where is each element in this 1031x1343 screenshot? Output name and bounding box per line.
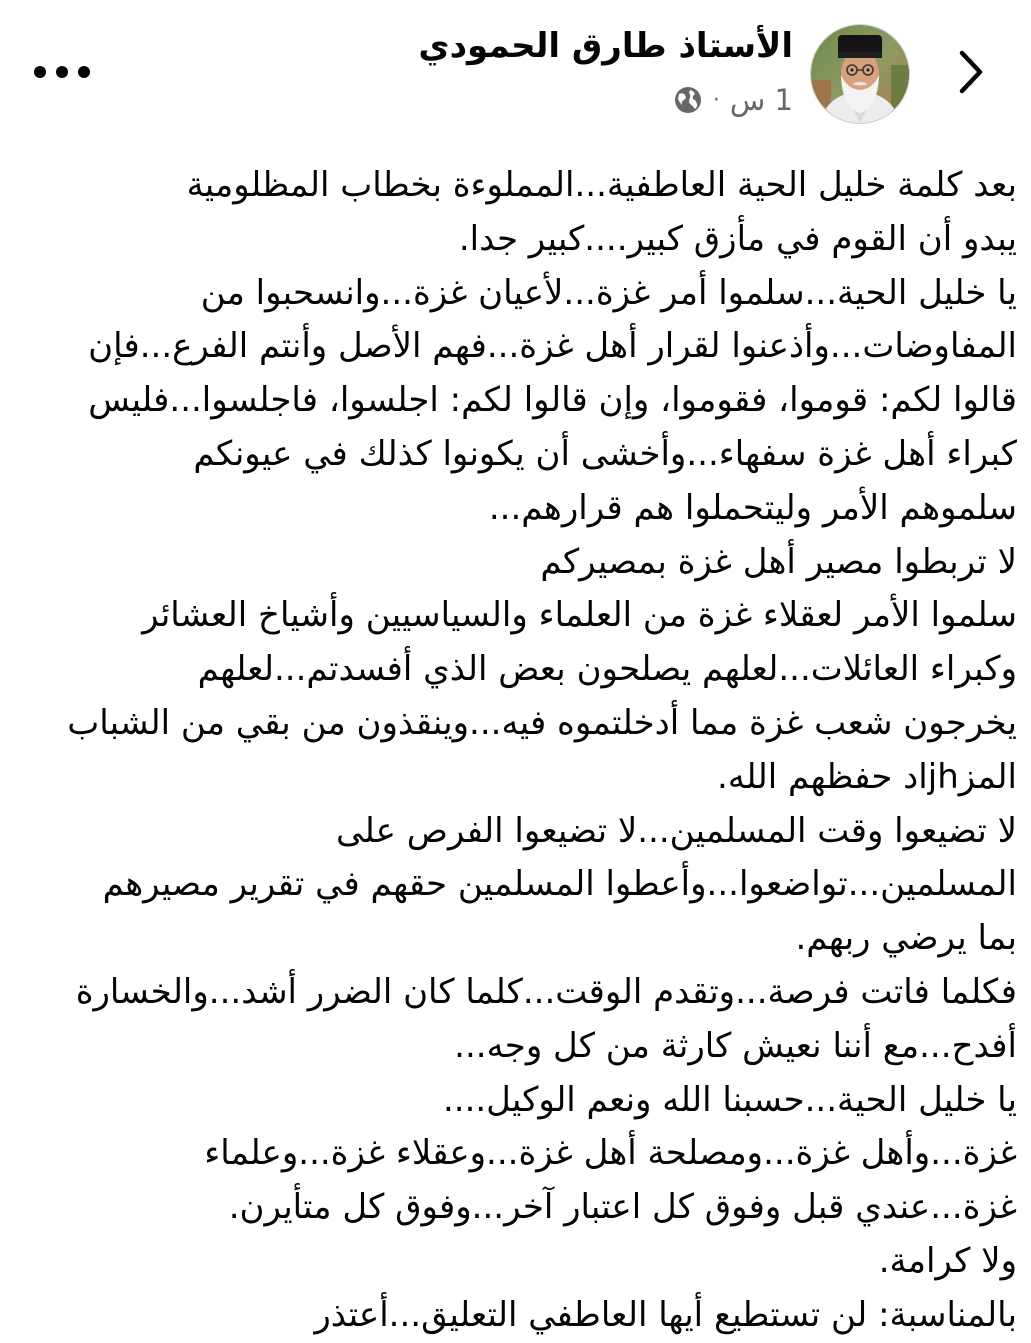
chevron-right-icon <box>956 49 986 95</box>
post-timestamp[interactable]: 1 س <box>729 83 793 117</box>
post-text-line: غزة...عندي قبل وفوق كل اعتبار آخر...وفوق كل متأيرن. <box>228 1187 1017 1228</box>
post-text-line: المسلمين...تواضعوا...وأعطوا المسلمين حقهم في تقرير مصيرهم <box>102 864 1017 905</box>
meta-separator: · <box>712 87 720 113</box>
post-text-line: لا تربطوا مصير أهل غزة بمصيركم <box>540 541 1017 582</box>
post-text-line: وكبراء العائلات...لعلهم يصلحون بعض الذي أفسدتم...لعلهم <box>197 649 1017 690</box>
post-text-line: يا خليل الحية...سلموا أمر غزة...لأعيان غزة...وانسحبوا من <box>200 272 1017 313</box>
author-avatar[interactable] <box>810 24 910 124</box>
post-text <box>14 159 1017 1343</box>
post-text-line: بعد كلمة خليل الحية العاطفية...المملوءة بخطاب المظلومية <box>186 165 1017 205</box>
post-header <box>0 0 1031 140</box>
post-text-line: المفاوضات...وأذعنوا لقرار أهل غزة...فهم الأصل وأنتم الفرع...فإن <box>88 326 1017 367</box>
post-text-line: كبراء أهل غزة سفهاء...وأخشى أن يكونوا كذلك في عيونكم <box>193 433 1017 474</box>
post-text-line: بما يرضي ربهم. <box>795 918 1017 959</box>
post-text-line: يخرجون شعب غزة مما أدخلتموه فيه...وينقذون من بقي من الشباب <box>67 702 1017 743</box>
post-text-line: يا خليل الحية...حسبنا الله ونعم الوكيل.... <box>442 1079 1017 1120</box>
globe-icon[interactable] <box>673 85 703 115</box>
back-button[interactable] <box>951 44 991 100</box>
post-text-line: المزjhاد حفظهم الله. <box>717 756 1017 797</box>
post-text-line: سلموهم الأمر وليتحملوا هم قرارهم... <box>488 487 1017 528</box>
post-text-line: بالمناسبة: لن تستطيع أيها العاطفي التعليق...أعتذر <box>314 1294 1017 1335</box>
post-text-line: سلموا الأمر لعقلاء غزة من العلماء والسياسيين وأشياخ العشائر <box>142 595 1017 636</box>
post-text-line: ولا كرامة. <box>878 1240 1017 1281</box>
post-text-line: قالوا لكم: قوموا، فقوموا، وإن قالوا لكم: اجلسوا، فاجلسوا...فليس <box>88 380 1017 421</box>
post-text-line: فكلما فاتت فرصة...وتقدم الوقت...كلما كان الضرر أشد...والخسارة <box>75 971 1017 1012</box>
post-text-line: غزة...وأهل غزة...ومصلحة أهل غزة...وعقلاء غزة...وعلماء <box>204 1133 1017 1174</box>
more-horizontal-icon <box>33 65 91 79</box>
more-options-button[interactable] <box>30 52 94 92</box>
post-text-line: أفدح...مع أننا نعيش كارثة من كل وجه... <box>454 1025 1017 1066</box>
post-text-line: لا تضيعوا وقت المسلمين...لا تضيعوا الفرص على <box>336 810 1017 851</box>
author-photo <box>811 25 909 123</box>
post-meta <box>673 80 793 120</box>
author-name[interactable]: الأستاذ طارق الحمودي <box>418 26 793 66</box>
post-text-line: يبدو أن القوم في مأزق كبير....كبير جدا. <box>458 218 1017 259</box>
